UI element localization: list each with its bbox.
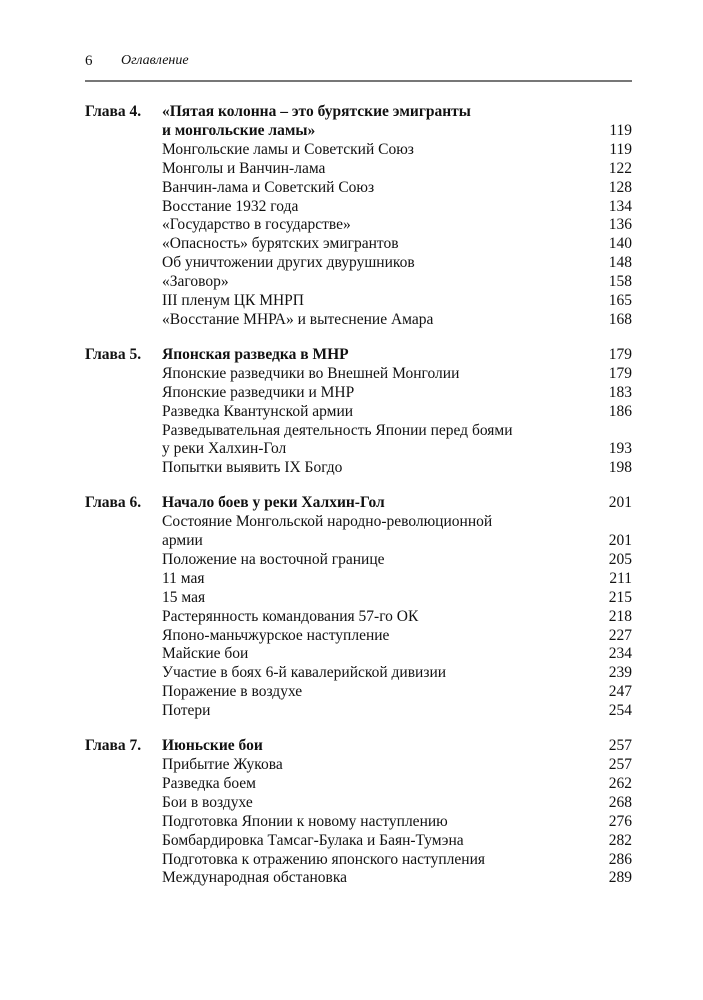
- toc-chapter: [85, 103, 632, 330]
- entry-title: «Заговор»: [162, 273, 229, 291]
- entry-page-number: 262: [608, 774, 632, 792]
- toc-entry: [162, 608, 632, 627]
- toc-entry: [162, 179, 632, 198]
- toc-entry: [162, 273, 632, 292]
- entry-page-number: 218: [608, 607, 632, 625]
- table-of-contents: [85, 103, 632, 904]
- entry-page-number: 286: [608, 850, 632, 868]
- entry-title: «Государство в государстве»: [162, 216, 351, 234]
- entry-title: Японо-маньчжурское наступление: [162, 626, 390, 644]
- chapter-entries: [162, 346, 632, 478]
- chapter-title-entry: [162, 494, 632, 513]
- entry-title: Подготовка к отражению японского наступления: [162, 850, 486, 868]
- entry-title: Попытки выявить IX Богдо: [162, 459, 343, 477]
- toc-entry: [162, 459, 632, 478]
- entry-page-number: 289: [608, 869, 632, 887]
- entry-page-number: 276: [608, 812, 632, 830]
- entry-title: Разведывательная деятельность Японии перед боями у реки Халхин-Гол: [162, 421, 513, 458]
- toc-entry: [162, 794, 632, 813]
- chapter-label: Глава 4.: [85, 103, 142, 120]
- entry-page-number: 268: [608, 793, 632, 811]
- entry-page-number: 201: [608, 494, 632, 512]
- chapter-title-entry: [162, 737, 632, 756]
- toc-entry: [162, 254, 632, 273]
- chapter-title-entry: [162, 103, 632, 141]
- toc-chapter: [85, 494, 632, 721]
- toc-entry: [162, 551, 632, 570]
- toc-entry: [162, 683, 632, 702]
- entry-page-number: 140: [608, 235, 632, 253]
- entry-page-number: 215: [608, 588, 632, 606]
- entry-page-number: 158: [608, 273, 632, 291]
- entry-title: «Опасность» бурятских эмигрантов: [162, 235, 399, 253]
- entry-page-number: 193: [608, 440, 632, 458]
- entry-title: Потери: [162, 702, 211, 720]
- entry-title: «Восстание МНРА» и вытеснение Амара: [162, 310, 434, 328]
- entry-title: Участие в боях 6-й кавалерийской дивизии: [162, 664, 447, 682]
- entry-title: Бои в воздухе: [162, 793, 253, 811]
- entry-page-number: 165: [608, 292, 632, 310]
- toc-entry: [162, 832, 632, 851]
- toc-entry: [162, 198, 632, 217]
- toc-entry: [162, 141, 632, 160]
- entry-title: Ванчин-лама и Советский Союз: [162, 178, 375, 196]
- entry-title: Растерянность командования 57-го ОК: [162, 607, 419, 625]
- chapter-entries: [162, 494, 632, 721]
- entry-page-number: 183: [608, 383, 632, 401]
- chapter-entries: [162, 737, 632, 888]
- entry-title: Японская разведка в МНР: [162, 345, 349, 363]
- running-title: Оглавление: [121, 53, 189, 68]
- entry-page-number: 234: [608, 645, 632, 663]
- toc-entry: [162, 702, 632, 721]
- entry-title: Бомбардировка Тамсаг-Булака и Баян-Тумэна: [162, 831, 464, 849]
- entry-page-number: 211: [609, 569, 632, 587]
- toc-entry: [162, 422, 632, 460]
- entry-title: Монгольские ламы и Советский Союз: [162, 140, 414, 158]
- entry-title: Майские бои: [162, 645, 249, 663]
- entry-title: 15 мая: [162, 588, 206, 606]
- toc-entry: [162, 756, 632, 775]
- entry-page-number: 119: [609, 121, 632, 139]
- entry-title: Японские разведчики и МНР: [162, 383, 355, 401]
- toc-entry: [162, 403, 632, 422]
- entry-page-number: 134: [608, 197, 632, 215]
- entry-title: Июньские бои: [162, 737, 263, 755]
- chapter-label: Глава 5.: [85, 345, 142, 363]
- toc-entry: [162, 216, 632, 235]
- entry-page-number: 205: [608, 550, 632, 568]
- toc-chapter: [85, 737, 632, 888]
- toc-entry: [162, 513, 632, 551]
- entry-title: Положение на восточной границе: [162, 550, 385, 568]
- entry-page-number: 282: [608, 831, 632, 849]
- toc-entry: [162, 589, 632, 608]
- chapter-label: Глава 6.: [85, 494, 142, 512]
- toc-entry: [162, 813, 632, 832]
- entry-title: Разведка Квантунской армии: [162, 402, 354, 420]
- entry-page-number: 136: [608, 216, 632, 234]
- toc-entry: [162, 869, 632, 888]
- toc-entry: [162, 645, 632, 664]
- entry-title: Разведка боем: [162, 774, 256, 792]
- entry-title: 11 мая: [162, 569, 205, 587]
- entry-page-number: 254: [608, 702, 632, 720]
- chapter-label: Глава 7.: [85, 737, 142, 755]
- entry-title: Об уничтожении других двурушников: [162, 254, 415, 272]
- entry-title: III пленум ЦК МНРП: [162, 292, 304, 310]
- toc-entry: [162, 160, 632, 179]
- running-header: [85, 50, 632, 82]
- entry-title: Подготовка Японии к новому наступлению: [162, 812, 448, 830]
- entry-page-number: 257: [608, 756, 632, 773]
- entry-page-number: 122: [608, 159, 632, 177]
- entry-page-number: 239: [608, 664, 632, 682]
- page-number: 6: [85, 53, 93, 69]
- entry-title: Международная обстановка: [162, 869, 347, 887]
- entry-page-number: 148: [608, 254, 632, 272]
- toc-entry: [162, 664, 632, 683]
- toc-entry: [162, 775, 632, 794]
- entry-page-number: 247: [608, 683, 632, 701]
- toc-entry: [162, 311, 632, 330]
- entry-page-number: 128: [608, 178, 632, 196]
- toc-entry: [162, 851, 632, 870]
- entry-title: Прибытие Жукова: [162, 756, 283, 773]
- toc-chapter: [85, 346, 632, 478]
- entry-page-number: 179: [608, 364, 632, 382]
- toc-entry: [162, 627, 632, 646]
- entry-title: «Пятая колонна – это бурятские эмигранты и монгольские ламы»: [162, 103, 471, 139]
- entry-page-number: 198: [608, 459, 632, 477]
- toc-entry: [162, 384, 632, 403]
- entry-page-number: 179: [608, 345, 632, 363]
- entry-title: Японские разведчики во Внешней Монголии: [162, 364, 460, 382]
- entry-page-number: 257: [608, 737, 632, 755]
- entry-page-number: 168: [608, 310, 632, 328]
- toc-entry: [162, 292, 632, 311]
- entry-page-number: 227: [608, 626, 632, 644]
- toc-entry: [162, 570, 632, 589]
- entry-title: Поражение в воздухе: [162, 683, 303, 701]
- entry-title: Восстание 1932 года: [162, 197, 299, 215]
- toc-entry: [162, 235, 632, 254]
- entry-title: Монголы и Ванчин-лама: [162, 159, 326, 177]
- entry-page-number: 186: [608, 402, 632, 420]
- chapter-title-entry: [162, 346, 632, 365]
- entry-page-number: 201: [608, 532, 632, 550]
- entry-title: Состояние Монгольской народно-революционной армии: [162, 513, 493, 550]
- entry-page-number: 119: [609, 140, 632, 158]
- toc-entry: [162, 365, 632, 384]
- entry-title: Начало боев у реки Халхин-Гол: [162, 494, 385, 512]
- chapter-entries: [162, 103, 632, 330]
